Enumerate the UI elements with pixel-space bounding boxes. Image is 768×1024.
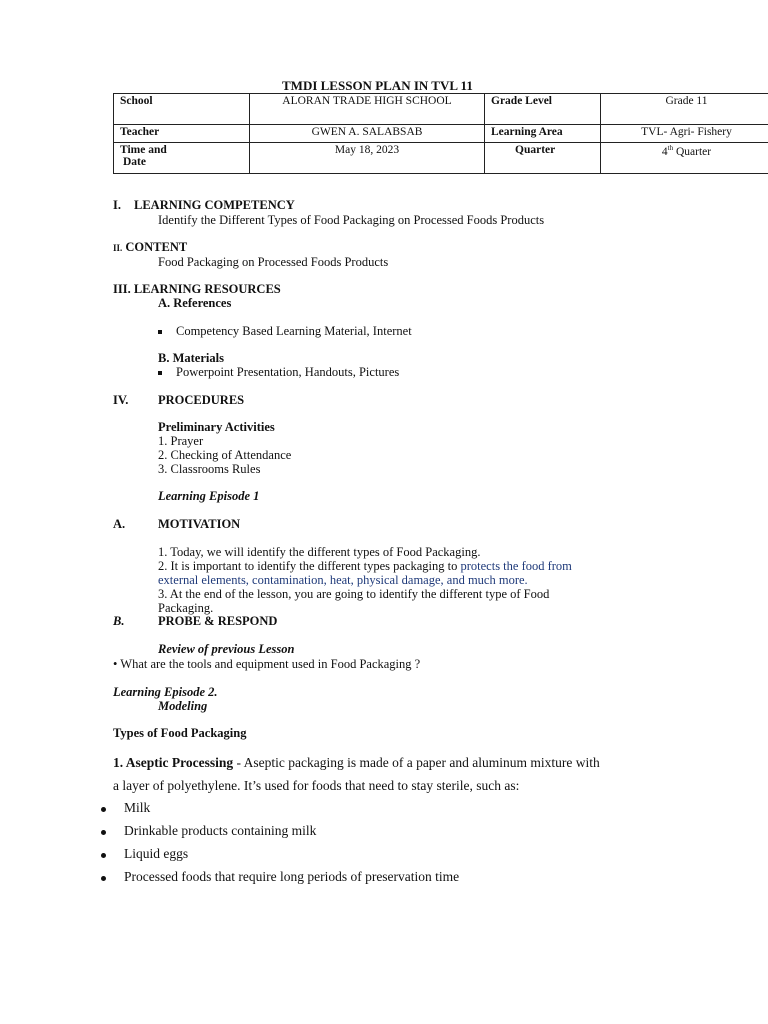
bullet-dot-icon — [101, 830, 106, 835]
motivation-line-5: Packaging. — [158, 601, 214, 615]
probe-title: PROBE & RESPOND — [158, 614, 278, 628]
date-value: May 18, 2023 — [250, 143, 485, 174]
section-4-number: IV. — [113, 393, 129, 407]
grade-label: Grade Level — [485, 94, 601, 125]
motivation-letter: A. — [113, 517, 126, 531]
teacher-value: GWEN A. SALABSAB — [250, 125, 485, 143]
section-3-heading: III. LEARNING RESOURCES — [113, 282, 281, 296]
motivation-line-2: 2. It is important to identify the different types packaging to protects the food from — [158, 559, 572, 573]
square-bullet-icon — [158, 330, 162, 334]
review-heading: Review of previous Lesson — [158, 642, 295, 656]
time-label — [114, 143, 250, 174]
prelim-item-1: 1. Prayer — [158, 434, 204, 448]
motivation-line-4: 3. At the end of the lesson, you are going to identify the different type of Food — [158, 587, 550, 601]
square-bullet-icon — [158, 371, 162, 375]
school-label: School — [114, 94, 250, 125]
grade-value: Grade 11 — [601, 94, 768, 125]
aseptic-line-2: a layer of polyethylene. It’s used for foods that need to stay sterile, such as: — [113, 778, 520, 793]
quarter-label: Quarter — [485, 143, 601, 174]
type-item-3: Liquid eggs — [124, 846, 189, 861]
aseptic-line-1: 1. Aseptic Processing - Aseptic packaging is made of a paper and aluminum mixture with — [113, 755, 600, 770]
time-label-line1: Time and — [120, 144, 167, 156]
bullet-dot-icon — [101, 876, 106, 881]
quarter-value: 4th Quarter — [601, 143, 768, 174]
area-label: Learning Area — [485, 125, 601, 143]
episode-2-heading: Learning Episode 2. — [113, 685, 218, 699]
types-heading: Types of Food Packaging — [113, 726, 247, 740]
teacher-label: Teacher — [114, 125, 250, 143]
type-item-2: Drinkable products containing milk — [124, 823, 317, 838]
school-value: ALORAN TRADE HIGH SCHOOL — [250, 94, 485, 125]
section-2-heading: II. CONTENT — [113, 240, 188, 254]
modeling-heading: Modeling — [158, 699, 208, 713]
page-title: TMDI LESSON PLAN IN TVL 11 — [282, 78, 473, 93]
preliminary-heading: Preliminary Activities — [158, 420, 275, 434]
bullet-dot-icon — [101, 807, 106, 812]
episode-1-heading: Learning Episode 1 — [158, 489, 260, 503]
probe-letter: B. — [113, 614, 125, 628]
section-2-text: Food Packaging on Processed Foods Products — [158, 255, 389, 269]
type-item-1: Milk — [124, 800, 151, 815]
material-item: Powerpoint Presentation, Handouts, Pictures — [158, 365, 399, 380]
materials-heading: B. Materials — [158, 351, 224, 365]
type-item-4: Processed foods that require long periods of preservation time — [124, 869, 460, 884]
review-question: • What are the tools and equipment used in Food Packaging ? — [113, 657, 421, 671]
area-value: TVL- Agri- Fishery — [601, 125, 768, 143]
section-1-text: Identify the Different Types of Food Packaging on Processed Foods Products — [158, 213, 545, 227]
motivation-title: MOTIVATION — [158, 517, 241, 531]
bullet-dot-icon — [101, 853, 106, 858]
info-table — [113, 93, 768, 174]
prelim-item-2: 2. Checking of Attendance — [158, 448, 292, 462]
references-heading: A. References — [158, 296, 232, 310]
time-label-line2: Date — [123, 156, 146, 168]
section-1-heading: I. LEARNING COMPETENCY — [113, 198, 295, 212]
section-4-title: PROCEDURES — [158, 393, 245, 407]
motivation-line-3: external elements, contamination, heat, physical damage, and much more. — [158, 573, 528, 587]
motivation-line-1: 1. Today, we will identify the different types of Food Packaging. — [158, 545, 481, 559]
prelim-item-3: 3. Classrooms Rules — [158, 462, 261, 476]
reference-item: Competency Based Learning Material, Internet — [158, 324, 412, 339]
